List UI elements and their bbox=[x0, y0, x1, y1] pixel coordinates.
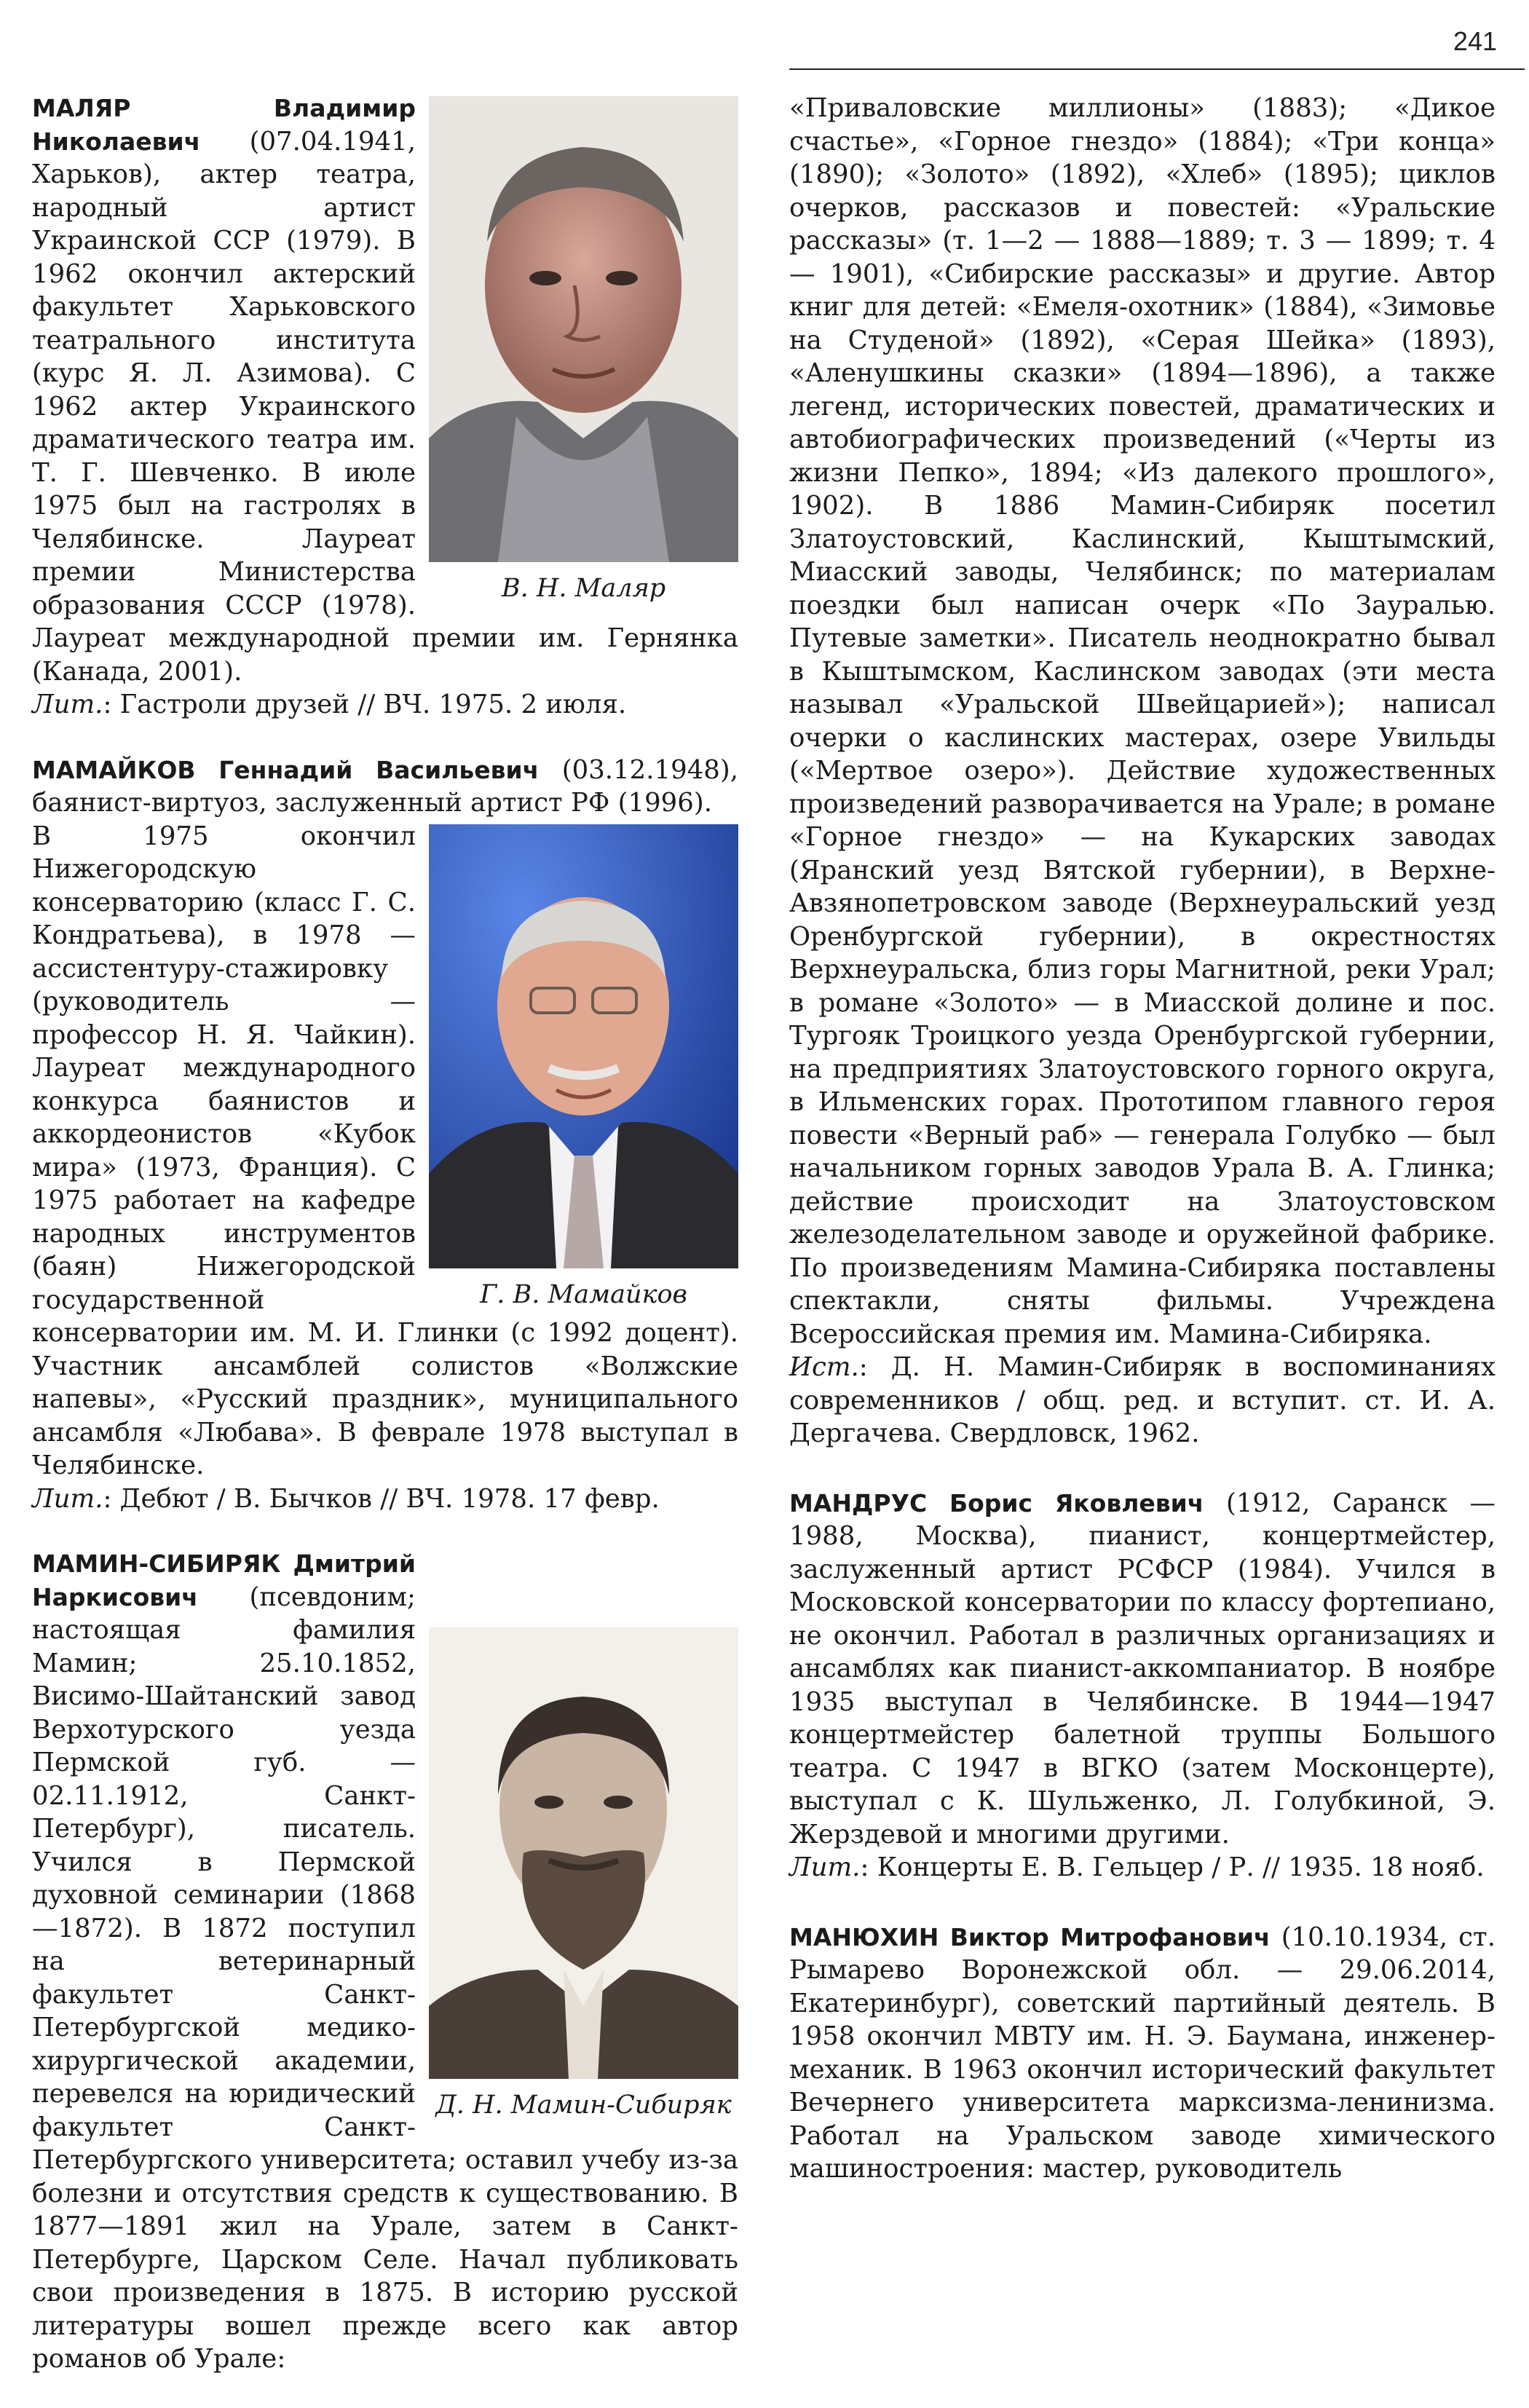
right-column bbox=[789, 92, 1496, 2218]
caption-malyar: В. Н. Маляр bbox=[501, 574, 666, 603]
lit-label-mamaykov: Лит. bbox=[32, 1483, 103, 1514]
lit-mandrus: : Концерты Е. В. Гельцер / Р. // 1935. 18 нояб. bbox=[860, 1852, 1485, 1882]
text-mamaykov: В 1975 окончил Нижегородскую консерваторию (класс Г. С. Кондратьева), в 1978 — ассистентуру-стажировку (руководитель — профессор Н. Я. Чайкин). Лауреат международного конкурса баянистов и аккордеонистов «Кубок мира» (1973, Франция). С 1975 работает на кафедре народных инструментов (баян) Нижегородской государственной консерватории им. М. И. Глинки (с 1992 доцент). Участник ансамблей солистов «Волжские напевы», «Русский праздник», муниципального ансамбля «Любава». В феврале 1978 выступал в Челябинске. bbox=[32, 821, 738, 1480]
portrait-mamaykov bbox=[429, 824, 738, 1268]
figure-malyar bbox=[429, 96, 738, 604]
entry-mamin-sibiryak bbox=[32, 1547, 738, 2376]
lit-label-malyar: Лит. bbox=[32, 690, 103, 719]
page-number: 241 bbox=[1453, 26, 1497, 56]
text-top-mamaykov: (03.12.1948), баянист-виртуоз, заслуженный артист РФ (1996). bbox=[32, 754, 738, 818]
entry-manyukhin bbox=[789, 1921, 1496, 2186]
headword-malyar: МАЛЯР Владимир Николаевич bbox=[32, 94, 416, 156]
left-column bbox=[32, 92, 738, 2408]
lit-mamaykov: : Дебют / В. Бычков // ВЧ. 1978. 17 февр. bbox=[103, 1483, 660, 1514]
figure-mamaykov bbox=[429, 824, 738, 1311]
lit-malyar: : Гастроли друзей // ВЧ. 1975. 2 июля. bbox=[103, 690, 627, 719]
text-manyukhin: (10.10.1934, ст. Рымарево Воронежской обл. — 29.06.2014, Екатеринбург), советский партийный деятель. В 1958 окончил МВТУ им. Н. Э. Баумана, инженер-механик. В 1963 окончил исторический факультет Вечернего университета марксизма-ленинизма. Работал на Уральском заводе химического машиностроения: мастер, руководитель bbox=[789, 1922, 1496, 2184]
caption-mamaykov: Г. В. Мамайков bbox=[480, 1279, 687, 1309]
entry-malyar bbox=[32, 92, 738, 722]
text-mamin-sibiryak-continuation: «Приваловские миллионы» (1883); «Дикое счастье», «Горное гнездо» (1884); «Три конца» (1890); «Золото» (1892), «Хлеб» (1895); циклов очерков, рассказов и повестей: «Уральские рассказы» (т. 1—2 — 1888—1889; т. 3 — 1899; т. 4 — 1901), «Сибирские рассказы» и другие. Автор книг для детей: «Емеля-охотник» (1884), «Зимовье на Студеной» (1892), «Серая Шейка» (1893), «Аленушкины сказки» (1894—1896), а также легенд, исторических повестей, драматических и автобиографических произведений («Черты из жизни Пепко», 1894; «Из далекого прошлого», 1902). В 1886 Мамин-Сибиряк посетил Златоустовский, Каслинский, Кыштымский, Миасский заводы, Челябинск; по материалам поездки был написан очерк «По Зауралью. Путевые заметки». Писатель неоднократно бывал в Кыштымском, Каслинском заводах (эти места называл «Уральской Швейцарией»); написал очерки о каслинских мастерах, озере Увильды («Мертвое озеро»). Действие художественных произведений разворачивается на Урале; в романе «Горное гнездо» — на Кукарских заводах (Яранский уезд Вятской губернии), в Верхне-Авзянопетровском заводе (Верхнеуральский уезд Оренбургской губернии), в окрестностях Верхнеуральска, близ горы Магнитной, реки Урал; в романе «Золото» — в Миасской долине и пос. Тургояк Троицкого уезда Оренбургской губернии, на предприятиях Златоустовского горного округа, в Ильменских горах. Прототипом главного героя повести «Верный раб» — генерала Голубко — был начальником горных заводов Урала В. А. Глинка; действие происходит на Златоустовском железоделательном заводе и оружейной фабрике. По произведениям Мамина-Сибиряка поставлены спектакли, сняты фильмы. Учреждена Всероссийская премия им. Мамина-Сибиряка. bbox=[789, 93, 1496, 1349]
entry-mamin-sibiryak-continuation bbox=[789, 92, 1496, 1450]
ist-label-mamin-sibiryak: Ист. bbox=[789, 1352, 859, 1382]
caption-mamin-sibiryak: Д. Н. Мамин-Сибиряк bbox=[435, 2091, 732, 2120]
portrait-malyar bbox=[429, 96, 738, 562]
header-rule bbox=[789, 68, 1525, 70]
ist-mamin-sibiryak: : Д. Н. Мамин-Сибиряк в воспоминаниях современников / общ. ред. и вступит. ст. И. А. Дергачева. Свердловск, 1962. bbox=[789, 1352, 1496, 1448]
headword-manyukhin: МАНЮХИН Виктор Митрофанович bbox=[789, 1922, 1271, 1951]
entry-mandrus bbox=[789, 1487, 1496, 1884]
lit-label-mandrus: Лит. bbox=[789, 1852, 861, 1882]
text-mandrus: (1912, Саранск — 1988, Москва), пианист, концертмейстер, заслуженный артист РСФСР (1984). Учился в Московской консерватории по классу фортепиано, не окончил. Работал в различных организациях и ансамблях как пианист-аккомпаниатор. В ноябре 1935 выступал в Челябинске. В 1944—1947 концертмейстер балетной труппы Большого театра. С 1947 в ВГКО (затем Москонцерте), выступал с К. Шульженко, Л. Голубкиной, Э. Жерздевой и многими другими. bbox=[789, 1488, 1496, 1850]
text-mamin-sibiryak: (псевдоним; настоящая фамилия Мамин; 25.10.1852, Висимо-Шайтанский завод Верхотурского уезда Пермской губ. — 02.11.1912, Санкт-Петербург), писатель. Учился в Пермской духовной семинарии (1868—1872). В 1872 поступил на ветеринарный факультет Санкт-Петербургской медико-хирургической академии, перевелся на юридический факультет Санкт-Петербургского университета; оставил учебу из-за болезни и отсутствия средств к существованию. В 1877—1891 жил на Урале, затем в Санкт-Петербурге, Царском Селе. Начал публиковать свои произведения в 1875. В историю русской литературы вошел прежде всего как автор романов об Урале: bbox=[32, 1582, 738, 2374]
headword-mandrus: МАНДРУС Борис Яковлевич bbox=[789, 1488, 1204, 1517]
figure-mamin-sibiryak bbox=[429, 1627, 738, 2121]
headword-mamaykov: МАМАЙКОВ Геннадий Васильевич bbox=[32, 755, 540, 784]
entry-mamaykov bbox=[32, 754, 738, 1516]
headword-mamin-sibiryak: МАМИН-СИБИРЯК Дмитрий Наркисович bbox=[32, 1550, 416, 1611]
text-malyar: (07.04.1941, Харьков), актер театра, народный артист Украинской ССР (1979). В 1962 окончил актерский факультет Харьковского театрального института (курс Я. Л. Азимова). С 1962 актер Украинского драматического театра им. Т. Г. Шевченко. В июле 1975 был на гастролях в Челябинске. Лауреат премии Министерства образования СССР (1978). Лауреат международной премии им. Гернянка (Канада, 2001). bbox=[32, 126, 738, 687]
portrait-mamin-sibiryak bbox=[429, 1627, 738, 2079]
